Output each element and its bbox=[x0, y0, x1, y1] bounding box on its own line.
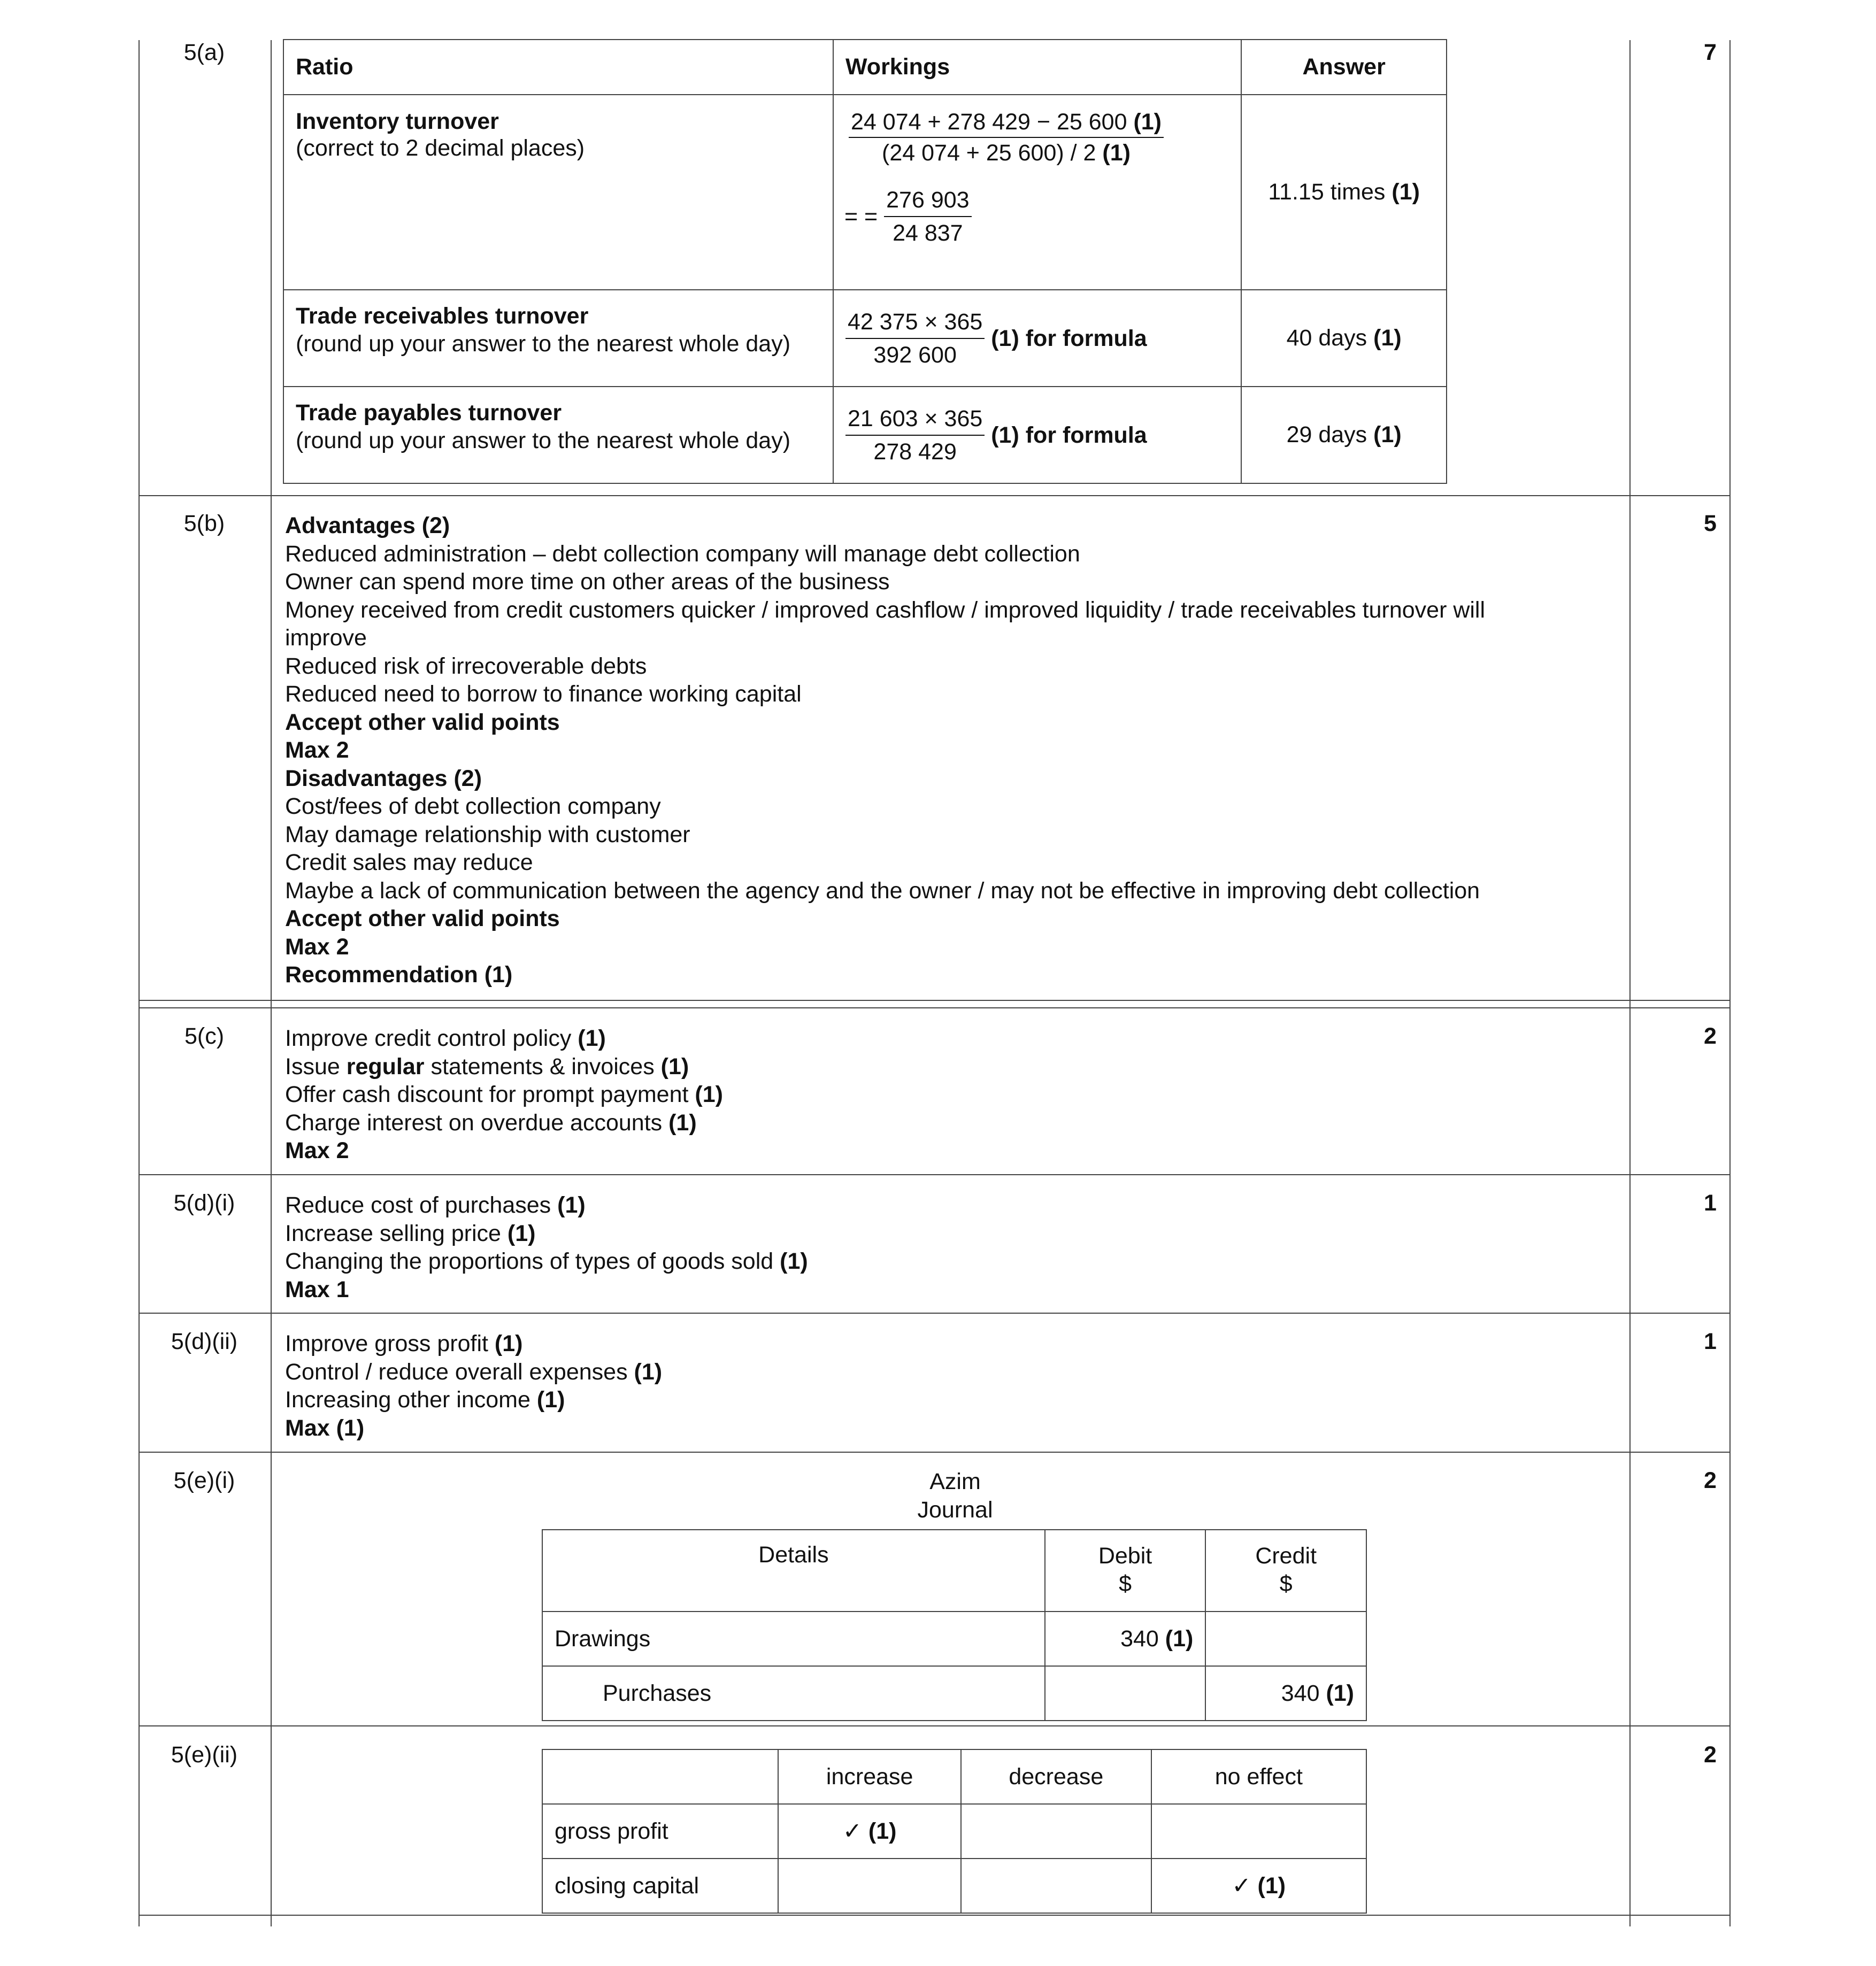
marks-5di: 1 bbox=[1704, 1190, 1717, 1216]
question-label-5eii: 5(e)(ii) bbox=[171, 1742, 238, 1768]
credit-currency: $ bbox=[1279, 1571, 1293, 1597]
disadvantage-item: May damage relationship with customer bbox=[285, 821, 690, 847]
marks-5b: 5 bbox=[1704, 511, 1717, 536]
answer-max: Max 1 bbox=[285, 1276, 349, 1302]
inventory-fraction bbox=[849, 107, 1164, 168]
inventory-result-denominator: 24 837 bbox=[893, 220, 963, 246]
receivables-ratio-name: Trade receivables turnover bbox=[296, 303, 589, 329]
row-sep-b-c-1 bbox=[139, 1000, 1731, 1001]
journal-debit-header bbox=[1045, 1530, 1206, 1612]
advantage-item: Reduced risk of irrecoverable debts bbox=[285, 653, 647, 679]
advantages-accept: Accept other valid points bbox=[285, 709, 560, 735]
receivables-ratio-cell bbox=[283, 290, 833, 387]
payables-formula-mark: (1) for formula bbox=[991, 422, 1147, 448]
advantage-item: Owner can spend more time on other areas of the business bbox=[285, 569, 890, 595]
effect-increase-cell: ✓ (1) bbox=[778, 1804, 961, 1859]
effect-row-label: gross profit bbox=[542, 1804, 778, 1859]
inventory-result-numerator: 276 903 bbox=[884, 184, 971, 217]
row-sep-di-dii bbox=[139, 1313, 1731, 1314]
marks-5a: 7 bbox=[1704, 40, 1717, 65]
disadvantage-item: Cost/fees of debt collection company bbox=[285, 793, 661, 819]
inventory-fraction-denominator: (24 074 + 25 600) / 2 (1) bbox=[882, 140, 1131, 166]
receivables-answer: 40 days bbox=[1286, 325, 1367, 351]
journal-owner-name: Azim bbox=[929, 1469, 981, 1494]
disadvantages-max: Max 2 bbox=[285, 934, 349, 960]
answer-line: Issue regular statements & invoices (1) bbox=[285, 1053, 689, 1080]
receivables-workings-cell bbox=[833, 290, 1241, 387]
answer-5dii bbox=[285, 1330, 662, 1442]
answer-line: Increasing other income (1) bbox=[285, 1387, 565, 1413]
disadvantages-accept: Accept other valid points bbox=[285, 906, 560, 931]
effect-decrease-cell bbox=[961, 1804, 1151, 1859]
payables-fraction bbox=[845, 403, 985, 468]
journal-row-credit: 340 (1) bbox=[1205, 1666, 1366, 1721]
effect-no-effect-cell: ✓ (1) bbox=[1151, 1859, 1366, 1913]
payables-ratio-name: Trade payables turnover bbox=[296, 400, 562, 426]
answer-5c bbox=[285, 1024, 723, 1165]
payables-ratio-cell bbox=[283, 387, 833, 483]
frame-left bbox=[139, 40, 140, 1926]
receivables-answer-mark: (1) bbox=[1373, 325, 1402, 351]
answer-line: Improve credit control policy (1) bbox=[285, 1026, 606, 1051]
payables-ratio-note: (round up your answer to the nearest whole day) bbox=[296, 428, 791, 453]
effect-increase-cell bbox=[778, 1859, 961, 1913]
journal-table bbox=[542, 1529, 1367, 1721]
marks-5dii: 1 bbox=[1704, 1329, 1717, 1354]
journal-row-credit bbox=[1205, 1612, 1366, 1666]
journal-row-debit: 340 (1) bbox=[1045, 1612, 1206, 1666]
inventory-ratio-cell bbox=[283, 95, 833, 290]
tick-icon: ✓ bbox=[1232, 1873, 1251, 1899]
answer-line: Improve gross profit (1) bbox=[285, 1331, 523, 1356]
advantages-max: Max 2 bbox=[285, 737, 349, 763]
inventory-equals: = = bbox=[844, 204, 878, 229]
answer-line: Charge interest on overdue accounts (1) bbox=[285, 1109, 697, 1136]
ratio-table bbox=[283, 39, 1447, 484]
advantage-item: Money received from credit customers quicker / improved cashflow / improved liquidity / trade receivables turnover will bbox=[285, 597, 1486, 623]
question-label-5b: 5(b) bbox=[183, 511, 225, 536]
advantage-item: Reduced administration – debt collection company will manage debt collection bbox=[285, 541, 1080, 567]
effect-decrease-cell bbox=[961, 1859, 1151, 1913]
answer-line: Changing the proportions of types of goods sold (1) bbox=[285, 1248, 808, 1274]
answer-line: Increase selling price (1) bbox=[285, 1220, 536, 1246]
effect-decrease-header: decrease bbox=[961, 1749, 1151, 1804]
disadvantages-heading: Disadvantages (2) bbox=[285, 765, 482, 791]
recommendation: Recommendation (1) bbox=[285, 962, 513, 988]
inventory-ratio-name: Inventory turnover bbox=[296, 109, 499, 134]
row-sep-ei-eii bbox=[139, 1725, 1731, 1726]
workings-header: Workings bbox=[833, 40, 1241, 95]
answer-5di bbox=[285, 1191, 808, 1304]
effect-table bbox=[542, 1749, 1367, 1914]
payables-answer-mark: (1) bbox=[1373, 422, 1402, 448]
marks-5eii: 2 bbox=[1704, 1742, 1717, 1768]
receivables-fraction bbox=[845, 306, 985, 371]
disadvantage-item: Maybe a lack of communication between the agency and the owner / may not be effective in improving debt collection bbox=[285, 877, 1480, 904]
debit-currency: $ bbox=[1119, 1571, 1132, 1597]
question-label-5a: 5(a) bbox=[183, 40, 225, 65]
frame-bottom bbox=[139, 1915, 1731, 1916]
payables-fraction-denominator: 278 429 bbox=[873, 438, 957, 465]
row-sep-b-c-2 bbox=[139, 1007, 1731, 1008]
journal-details-header: Details bbox=[542, 1530, 1045, 1612]
effect-no-effect-cell bbox=[1151, 1804, 1366, 1859]
journal-credit-header bbox=[1205, 1530, 1366, 1612]
journal-row-debit bbox=[1045, 1666, 1206, 1721]
payables-answer: 29 days bbox=[1286, 422, 1367, 448]
tick-icon: ✓ bbox=[842, 1818, 862, 1844]
frame-divider-2 bbox=[1629, 40, 1631, 1926]
journal-title: Journal bbox=[917, 1497, 993, 1523]
journal-row-details: Purchases bbox=[542, 1666, 1045, 1721]
credit-label: Credit bbox=[1255, 1543, 1317, 1569]
effect-no-effect-header: no effect bbox=[1151, 1749, 1366, 1804]
debit-label: Debit bbox=[1098, 1543, 1152, 1569]
question-label-5ei: 5(e)(i) bbox=[173, 1468, 235, 1493]
inventory-answer-mark: (1) bbox=[1391, 179, 1420, 205]
answer-line: Control / reduce overall expenses (1) bbox=[285, 1359, 663, 1385]
answer-5b bbox=[285, 512, 1485, 989]
payables-fraction-numerator: 21 603 × 365 bbox=[845, 403, 985, 436]
frame-right bbox=[1729, 40, 1731, 1926]
receivables-ratio-note: (round up your answer to the nearest whole day) bbox=[296, 331, 791, 357]
payables-workings-cell bbox=[833, 387, 1241, 483]
answer-line: Offer cash discount for prompt payment (1) bbox=[285, 1082, 723, 1107]
row-sep-a-b bbox=[139, 495, 1731, 496]
row-sep-c-di bbox=[139, 1174, 1731, 1175]
receivables-answer-cell bbox=[1241, 290, 1447, 387]
advantage-item-cont: improve bbox=[285, 625, 367, 651]
receivables-fraction-numerator: 42 375 × 365 bbox=[845, 306, 985, 339]
inventory-workings-cell bbox=[833, 95, 1241, 290]
effect-increase-header: increase bbox=[778, 1749, 961, 1804]
effect-row-label: closing capital bbox=[542, 1859, 778, 1913]
ratio-header: Ratio bbox=[283, 40, 833, 95]
inventory-fraction-numerator: 24 074 + 278 429 − 25 600 (1) bbox=[849, 107, 1164, 138]
question-label-5c: 5(c) bbox=[184, 1023, 225, 1049]
advantage-item: Reduced need to borrow to finance working capital bbox=[285, 681, 802, 707]
inventory-answer: 11.15 times bbox=[1268, 179, 1386, 205]
frame-divider-1 bbox=[271, 40, 272, 1926]
payables-answer-cell bbox=[1241, 387, 1447, 483]
marks-5c: 2 bbox=[1704, 1023, 1717, 1049]
answer-max: Max 2 bbox=[285, 1138, 349, 1163]
receivables-fraction-denominator: 392 600 bbox=[873, 342, 957, 368]
advantages-heading: Advantages (2) bbox=[285, 513, 450, 538]
question-label-5dii: 5(d)(ii) bbox=[171, 1329, 238, 1354]
answer-header: Answer bbox=[1241, 40, 1447, 95]
inventory-answer-cell bbox=[1241, 95, 1447, 290]
receivables-formula-mark: (1) for formula bbox=[991, 325, 1147, 351]
journal-row-details: Drawings bbox=[542, 1612, 1045, 1666]
inventory-ratio-note: (correct to 2 decimal places) bbox=[296, 135, 585, 161]
inventory-fraction-result bbox=[884, 184, 971, 249]
marks-5ei: 2 bbox=[1704, 1468, 1717, 1493]
answer-max: Max (1) bbox=[285, 1415, 365, 1441]
question-label-5di: 5(d)(i) bbox=[173, 1190, 235, 1216]
effect-blank-header bbox=[542, 1749, 778, 1804]
answer-line: Reduce cost of purchases (1) bbox=[285, 1192, 586, 1218]
row-sep-dii-ei bbox=[139, 1452, 1731, 1453]
disadvantage-item: Credit sales may reduce bbox=[285, 850, 533, 875]
